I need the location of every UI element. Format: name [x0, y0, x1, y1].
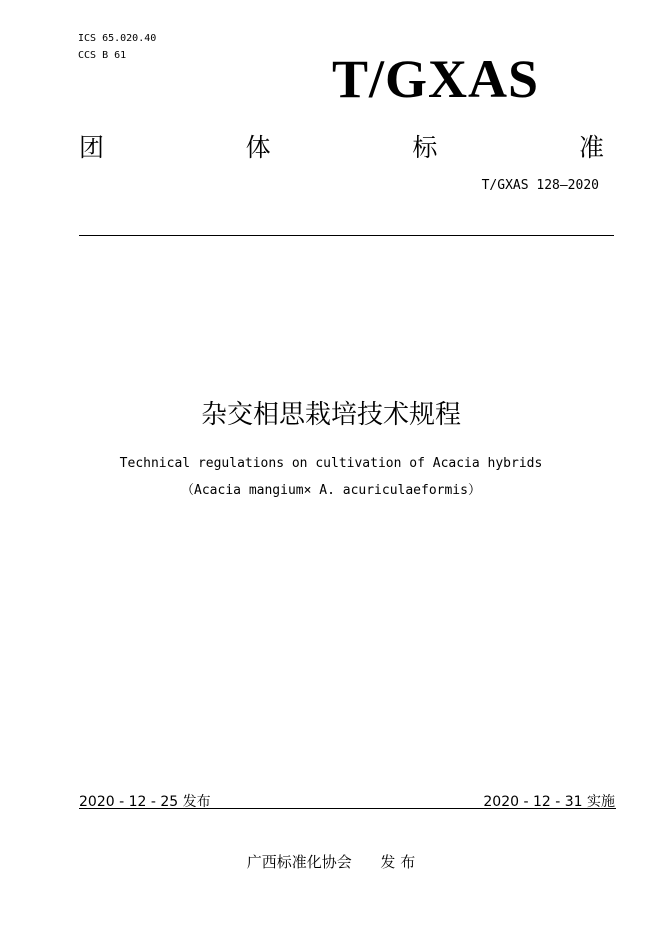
title-chinese: 杂交相思栽培技术规程: [200, 400, 461, 430]
standard-type-char: 体: [245, 133, 271, 162]
standard-type-char: 标: [412, 133, 438, 162]
publisher-action: 发 布: [380, 853, 416, 871]
standard-type: [79, 128, 604, 164]
publisher-line: [0, 851, 662, 872]
publisher-name: 广西标准化协会: [246, 853, 352, 871]
top-divider: [79, 235, 614, 236]
ccs-code: CCS B 61: [78, 50, 127, 61]
ics-code: ICS 65.020.40: [78, 33, 157, 44]
standard-type-char: 团: [79, 133, 105, 162]
title-english: Technical regulations on cultivation of Acacia hybrids: [119, 456, 543, 471]
title-english-subtitle: （Acacia mangium× A. acuriculaeformis）: [181, 483, 481, 498]
implementation-date: 2020 - 12 - 31 实施: [483, 794, 615, 810]
standard-logo: T/GXAS: [332, 49, 540, 109]
standard-type-char: 准: [578, 133, 604, 162]
bottom-divider: [79, 808, 616, 809]
issue-date: 2020 - 12 - 25 发布: [79, 794, 211, 810]
standard-number: T/GXAS 128—2020: [481, 178, 599, 193]
